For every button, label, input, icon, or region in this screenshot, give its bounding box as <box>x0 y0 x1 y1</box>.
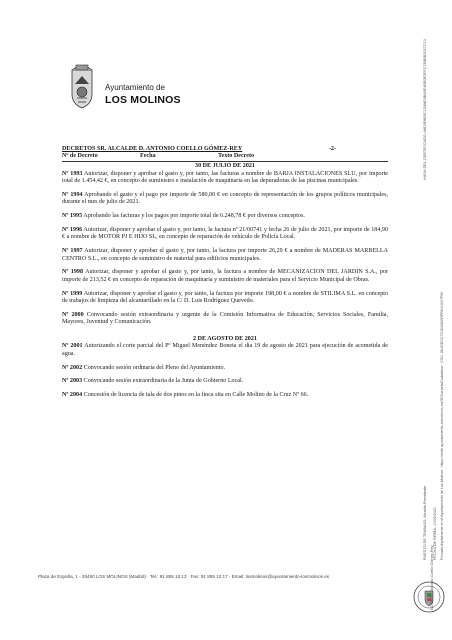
hash-value: A8D9F8B5C1D8AF8BA9F4BE0E2FFC7E8BB2027C13 <box>423 39 427 133</box>
decree-text: Aprobando el gasto y el pago por importe de 580,00 € en concepto de representación de los grupos políticos municipales, durante el mes de julio de 2021. <box>62 191 389 206</box>
column-text: Texto Decreto <box>218 153 255 160</box>
signer-label: NOMBRE: <box>430 592 434 610</box>
certificate-hash <box>423 39 427 180</box>
decree-entry <box>62 378 388 385</box>
position-label: PUESTO DE TRABAJO: <box>423 518 427 560</box>
decree-number: Nº 1993 <box>62 170 83 177</box>
org-name: LOS MOLINOS <box>105 94 181 106</box>
decree-entry <box>62 192 388 207</box>
signature-date-value: 17/09/2021 <box>433 507 437 527</box>
decree-number: Nº 2000 <box>62 311 84 318</box>
decrees-body <box>62 146 388 406</box>
decree-entry <box>62 291 388 306</box>
decree-number: Nº 2004 <box>62 392 83 399</box>
decree-text: Convocando sesión ordinaria del Pleno del Ayuntamiento. <box>83 364 226 371</box>
validation-text: Firmado digitalmente en el Ayuntamiento de Los Molinos · https://sede.ayuntamiento-losmolinos.es/GDCarpetaCiudadana · CSV: 2B4GDCC7Z4K3ABXRPRHXJ3V7PW <box>440 292 444 560</box>
footer-address: Plaza de España, 1 - 28460 LOS MOLINOS (Madrid) · Tel.: 91 855 10 13 · Fax: 91 855 10 17 · Email: losmolinos@ayuntamiento-losmolinos.es <box>38 574 330 579</box>
decree-text: Convocando sesión extraordinaria de la Junta de Gobierno Local. <box>83 378 244 385</box>
decree-text: Autorizando el corte parcial del Pº Miguel Menéndez Boneta el día 19 de agosto de 2021 para ejecución de acometida de agua. <box>62 343 389 357</box>
column-headers <box>62 153 388 162</box>
decree-text: Autorizar, disponer y aprobar el gasto y, por tanto, la factura por importe 26,29 € a nombre de MADERAS MARBELLA CENTRO S.L., en concepto de suministro de material para edificios municipales. <box>62 248 389 262</box>
date-heading: 2 DE AGOSTO DE 2021 <box>193 335 257 342</box>
signer-value: Antonio Coello Gómez-Rey <box>430 545 434 592</box>
decree-entry <box>62 392 388 399</box>
signature-date-label: FECHA DE FIRMA: <box>433 527 437 560</box>
decree-number: Nº 1998 <box>62 269 83 276</box>
decree-entry <box>62 248 388 263</box>
municipal-coat-of-arms <box>66 64 98 110</box>
decree-number: Nº 1995 <box>62 213 83 220</box>
decree-number: Nº 1994 <box>62 191 83 198</box>
entries-group-1 <box>62 171 388 327</box>
date-heading: 30 DE JULIO DE 2021 <box>195 163 255 170</box>
decree-text: Autorizar, disponer y aprobar el gasto y, por tanto, la factura por importe 198,00 € a nombre de STILIMA S.L. en concepto de trabajos de limpieza del alcantarillado en la C/ D. Luis Rodríguez Quevedo. <box>62 290 388 304</box>
signer-position <box>423 486 427 560</box>
decree-text: Aprobando las facturas y los pagos por importe total de 6.248,78 € por diversos conceptos. <box>83 213 305 220</box>
decree-entry <box>62 343 388 358</box>
decree-number: Nº 2002 <box>62 364 83 371</box>
decree-entry <box>62 312 388 327</box>
decree-entry <box>62 365 388 372</box>
decree-number: Nº 2003 <box>62 378 83 385</box>
page-number: -2- <box>328 146 336 152</box>
decree-text: Autorizar, disponer y aprobar el gasto y, por tanto, la factura nº 21/00741 y fecha 26 de julio de 2021, por importe de 184,90 € a nombre de MOTOR PJ E HIJO SL, en concepto de reparación de vehículo de Policía Local. <box>62 226 388 241</box>
column-number: Nº de Decreto <box>62 153 98 160</box>
decree-entry <box>62 171 388 186</box>
decree-entry <box>62 269 388 284</box>
decree-entry <box>62 213 388 220</box>
position-value: Alcalde-Presidente <box>423 485 427 518</box>
column-date: Fecha <box>140 153 156 160</box>
decrees-title: DECRETOS SR. ALCALDE D. ANTONIO COELLO GÓMEZ-REY <box>62 146 243 152</box>
decree-text: Autorizar, disponer y aprobar el gasto y, por tanto, las facturas a nombre de BARJA INSTALACIONES SLU, por importe total de 1.454,42 €, en concepto de suministro e instalación de maquinaria en las depuradoras de las piscinas municipales. <box>62 170 389 185</box>
decree-text: Concesión de licencia de tala de dos pinos en la finca sita en Calle Molino de la Cruz Nº 66. <box>83 392 309 399</box>
decree-text: Convocando sesión extraordinaria y urgente de la Comisión Informativa de Educación, Servicios Sociales, Familia, Mayores, Juventud y Comunicación. <box>62 311 389 326</box>
official-stamp <box>412 580 446 614</box>
org-label: Ayuntamiento de <box>105 83 165 92</box>
hash-label: HASH DEL CERTIFICADO: <box>423 133 427 180</box>
entries-group-2 <box>62 343 388 399</box>
decree-entry <box>62 227 388 242</box>
decree-number: Nº 1997 <box>62 248 83 255</box>
signer-name <box>430 545 434 610</box>
decree-number: Nº 1996 <box>62 226 83 233</box>
decrees-header <box>62 146 388 153</box>
decree-number: Nº 1999 <box>62 290 83 297</box>
decree-number: Nº 2001 <box>62 343 83 350</box>
decree-text: Autorizar, disponer y aprobar el gasto y, por tanto, la factura a nombre de MECANIZACION DEL JARDIN S.A., por importe de 213,52 € en concepto de reparación de maquinaria y suministro de materiales para el Servicio Municipal de Obras. <box>62 269 389 283</box>
